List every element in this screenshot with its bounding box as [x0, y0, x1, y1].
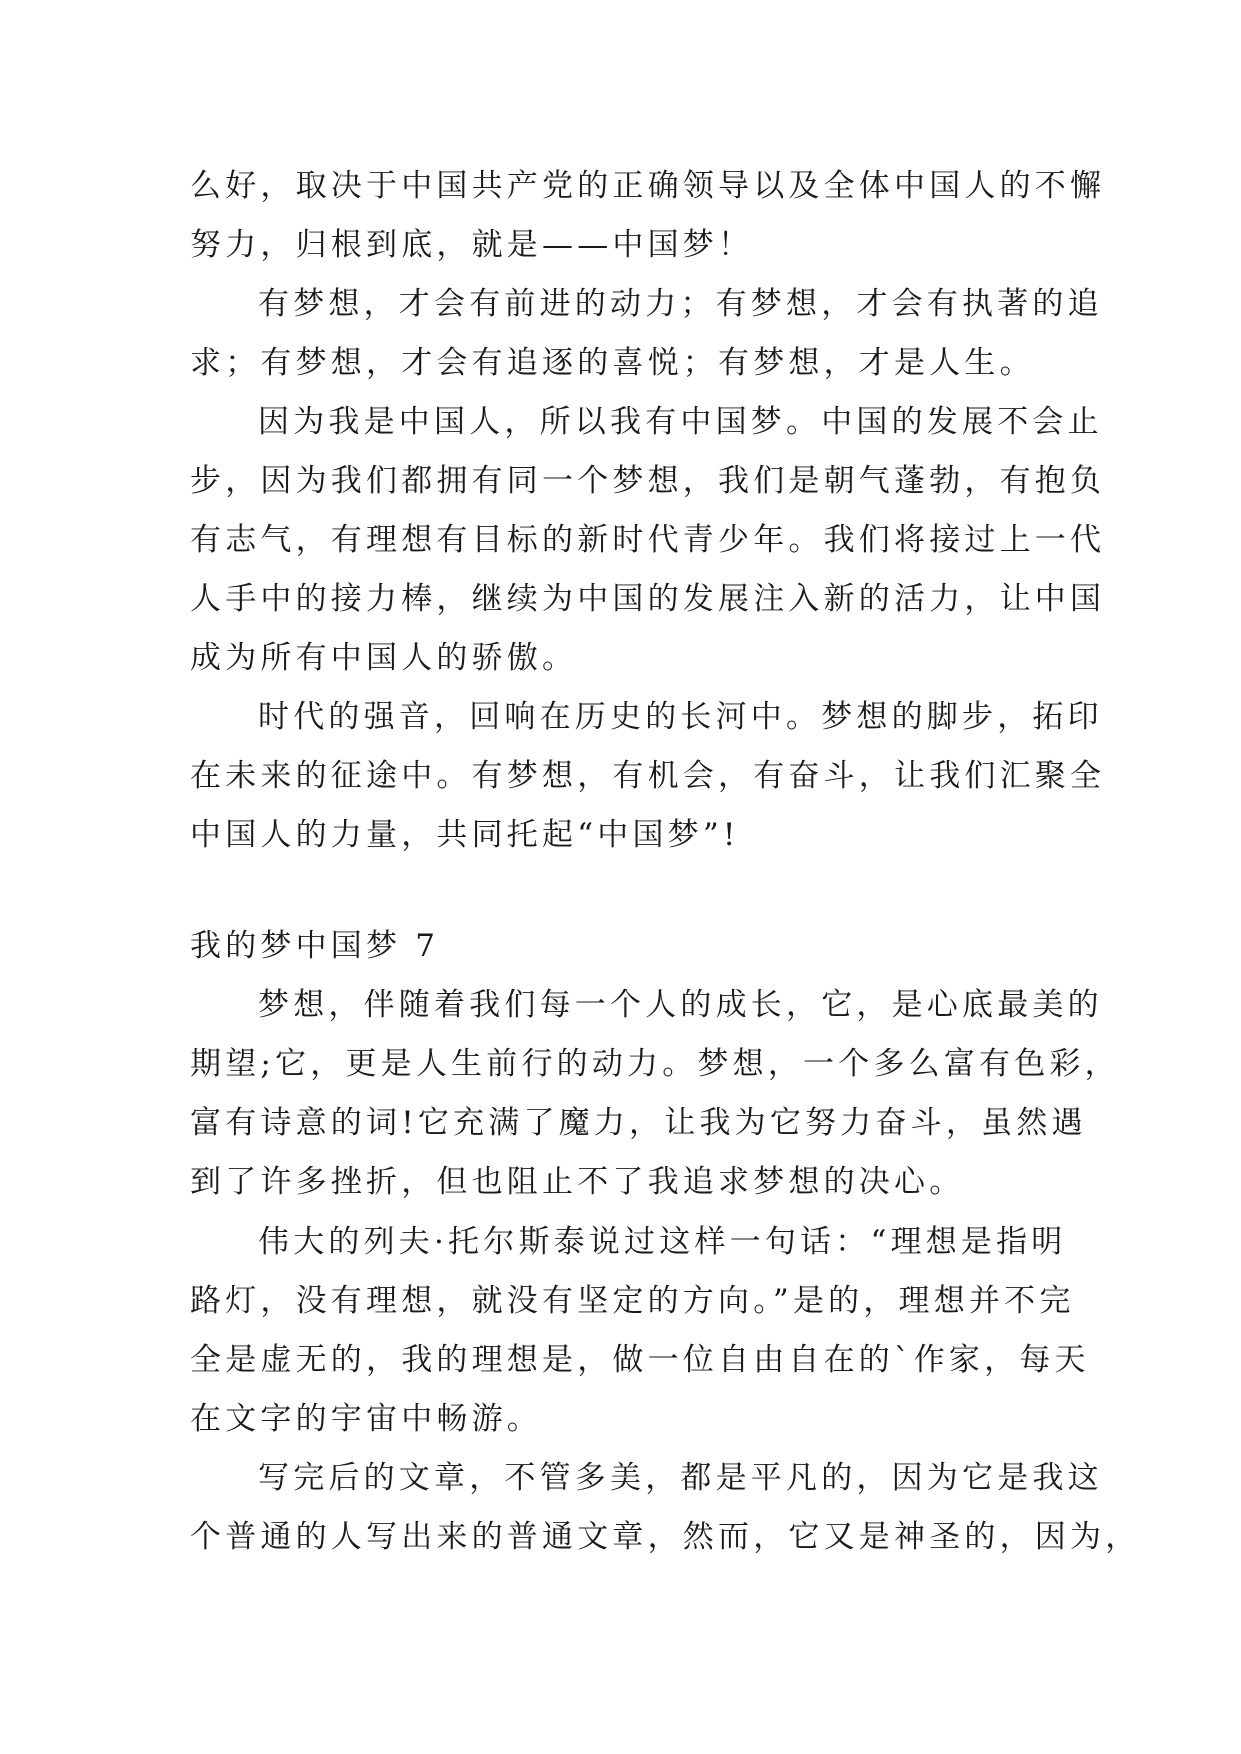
paragraph-line: 在文字的宇宙中畅游。 — [190, 1401, 542, 1437]
paragraph-line: 求；有梦想，才会有追逐的喜悦；有梦想，才是人生。 — [190, 345, 1035, 381]
paragraph-line: 成为所有中国人的骄傲。 — [190, 640, 578, 676]
paragraph-line: 因为我是中国人，所以我有中国梦。中国的发展不会止 — [258, 404, 1103, 440]
paragraph-line: 伟大的列夫·托尔斯泰说过这样一句话：“理想是指明 — [258, 1224, 1067, 1260]
paragraph-line: 富有诗意的词!它充满了魔力，让我为它努力奋斗，虽然遇 — [190, 1105, 1087, 1141]
paragraph-line: 个普通的人写出来的普通文章，然而，它又是神圣的，因为， — [190, 1519, 1141, 1555]
paragraph-line: 路灯，没有理想，就没有坚定的方向。”是的，理想并不完 — [190, 1283, 1075, 1319]
paragraph-line: 中国人的力量，共同托起“中国梦”! — [190, 817, 740, 853]
paragraph-line: 写完后的文章，不管多美，都是平凡的，因为它是我这 — [258, 1460, 1103, 1496]
paragraph-line: 有梦想，才会有前进的动力；有梦想，才会有执著的追 — [258, 286, 1103, 322]
section-heading: 我的梦中国梦 7 — [190, 928, 440, 964]
paragraph-line: 全是虚无的，我的理想是，做一位自由自在的`作家，每天 — [190, 1342, 1090, 1378]
paragraph-line: 有志气，有理想有目标的新时代青少年。我们将接过上一代 — [190, 522, 1106, 558]
paragraph-line: 时代的强音，回响在历史的长河中。梦想的脚步，拓印 — [258, 699, 1103, 735]
paragraph-line: 人手中的接力棒，继续为中国的发展注入新的活力，让中国 — [190, 581, 1106, 617]
paragraph-line: 步，因为我们都拥有同一个梦想，我们是朝气蓬勃，有抱负 — [190, 463, 1106, 499]
paragraph-line: 在未来的征途中。有梦想，有机会，有奋斗，让我们汇聚全 — [190, 758, 1106, 794]
paragraph-line: 么好，取决于中国共产党的正确领导以及全体中国人的不懈 — [190, 168, 1106, 204]
paragraph-line: 期望;它，更是人生前行的动力。梦想，一个多么富有色彩， — [190, 1046, 1120, 1082]
paragraph-line: 努力，归根到底，就是——中国梦！ — [190, 227, 754, 263]
paragraph-line: 到了许多挫折，但也阻止不了我追求梦想的决心。 — [190, 1164, 965, 1200]
paragraph-line: 梦想，伴随着我们每一个人的成长，它，是心底最美的 — [258, 987, 1103, 1023]
